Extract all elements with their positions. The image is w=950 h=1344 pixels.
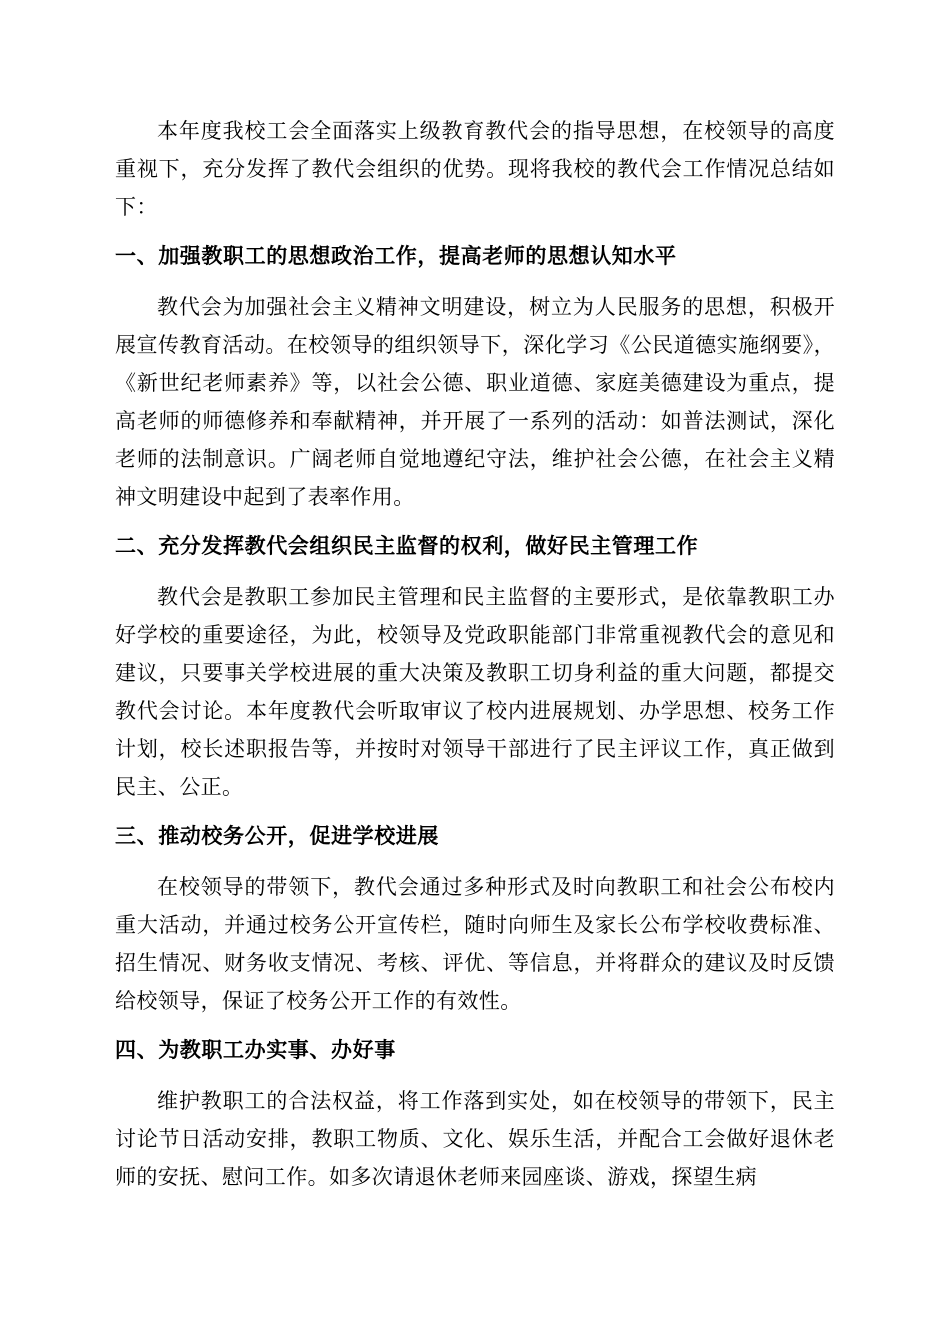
section-1-heading: 一、加强教职工的思想政治工作，提高老师的思想认知水平 — [115, 244, 677, 268]
intro-paragraph: 本年度我校工会全面落实上级教育教代会的指导思想，在校领导的高度重视下，充分发挥了教代会组织的优势。现将我校的教代会工作情况总结如下： — [115, 119, 835, 219]
section-2-heading: 二、充分发挥教代会组织民主监督的权利，做好民主管理工作 — [115, 534, 699, 558]
section-2-body: 教代会是教职工参加民主管理和民主监督的主要形式，是依靠教职工办好学校的重要途径，为此，校领导及党政职能部门非常重视教代会的意见和建议，只要事关学校进展的重大决策及教职工切身利益的重大问题，都提交教代会讨论。本年度教代会听取审议了校内进展规划、办学思想、校务工作计划，校长述职报告等，并按时对领导干部进行了民主评议工作，真正做到民主、公正。 — [115, 585, 835, 799]
section-3-body: 在校领导的带领下，教代会通过多种形式及时向教职工和社会公布校内重大活动，并通过校务公开宣传栏，随时向师生及家长公布学校收费标准、招生情况、财务收支情况、考核、评优、等信息，并将群众的建议及时反馈给校领导，保证了校务公开工作的有效性。 — [115, 875, 835, 1013]
section-1-body: 教代会为加强社会主义精神文明建设，树立为人民服务的思想，积极开展宣传教育活动。在校领导的组织领导下，深化学习《公民道德实施纲要》，《新世纪老师素养》等，以社会公德、职业道德、家庭美德建设为重点，提高老师的师德修养和奉献精神，并开展了一系列的活动：如普法测试，深化老师的法制意识。广阔老师自觉地遵纪守法，维护社会公德，在社会主义精神文明建设中起到了表率作用。 — [115, 295, 835, 509]
section-4-heading: 四、为教职工办实事、办好事 — [115, 1038, 396, 1062]
section-4-body: 维护教职工的合法权益，将工作落到实处，如在校领导的带领下，民主讨论节日活动安排，教职工物质、文化、娱乐生活，并配合工会做好退休老师的安抚、慰问工作。如多次请退休老师来园座谈、游戏，探望生病 — [115, 1089, 835, 1189]
section-3-heading: 三、推动校务公开，促进学校进展 — [115, 824, 439, 848]
document-page — [115, 112, 835, 1196]
